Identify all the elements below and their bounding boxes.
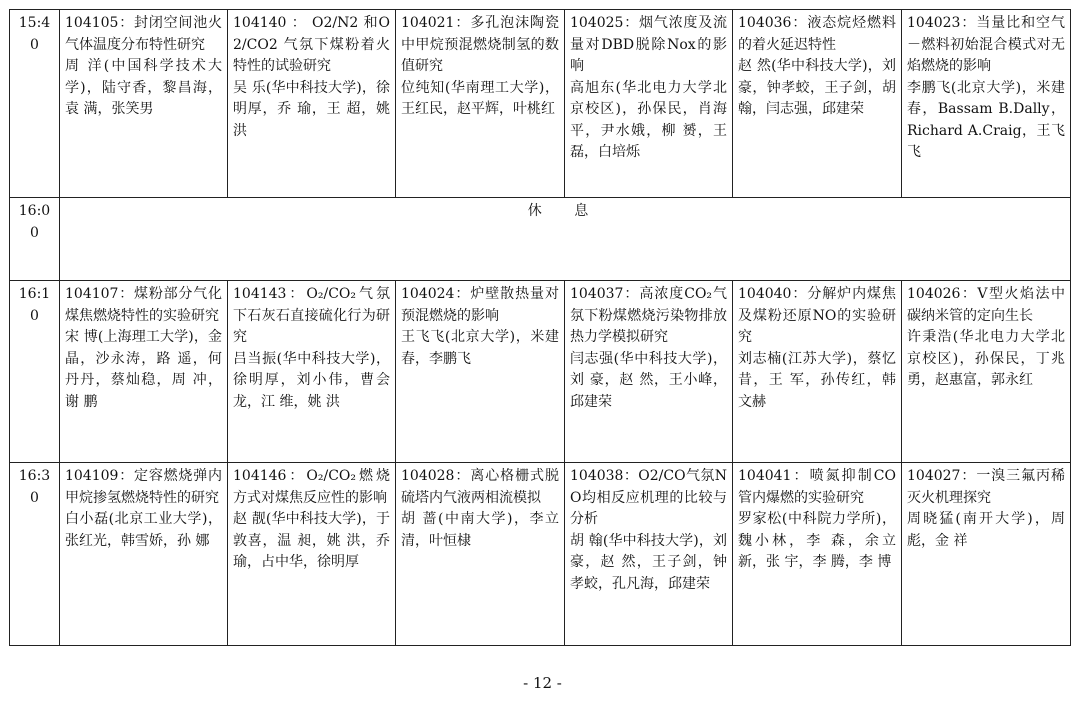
session-cell: [733, 10, 902, 198]
session-cell: [60, 10, 228, 198]
paper-authors: 吴 乐(华中科技大学)，徐明厚，乔 瑜，王 超，姚 洪: [233, 79, 390, 139]
time-cell: 16:10: [10, 281, 60, 463]
session-cell: [733, 463, 902, 646]
session-cell: [902, 463, 1071, 646]
session-cell: [396, 281, 565, 463]
paper-authors: 宋 博(上海理工大学)，金 晶，沙永涛，路 遥，何丹丹，蔡灿稳，周 冲，谢 鹏: [65, 329, 222, 410]
paper-authors: 周 洋(中国科学技术大学)，陆守香，黎昌海，袁 满，张笑男: [65, 58, 222, 117]
time-cell: 16:00: [10, 198, 60, 281]
paper-title: 104021：多孔泡沫陶瓷中甲烷预混燃烧制氢的数值研究: [401, 15, 559, 74]
break-row: [10, 198, 1071, 281]
session-cell: [60, 281, 228, 463]
session-cell: [228, 281, 396, 463]
session-cell: [565, 281, 733, 463]
session-cell: [902, 281, 1071, 463]
paper-title: 104023：当量比和空气－燃料初始混合模式对无焰燃烧的影响: [907, 15, 1065, 74]
paper-authors: 高旭东(华北电力大学北京校区)，孙保民，肖海平，尹水娥，柳 赟，王 磊，白培烁: [570, 79, 727, 160]
session-cell: [396, 10, 565, 198]
paper-title: 104024：炉壁散热量对预混燃烧的影响: [401, 286, 559, 324]
paper-authors: 吕当振(华中科技大学)，徐明厚，刘小伟，曹会龙，江 维，姚 洪: [233, 350, 390, 410]
paper-authors: 周晓猛(南开大学)，周彪，金 祥: [907, 511, 1065, 549]
paper-authors: 胡 蔷(中南大学)，李立清，叶恒棣: [401, 511, 559, 549]
paper-authors: 闫志强(华中科技大学)，刘 豪，赵 然，王小峰，邱建荣: [570, 350, 727, 410]
session-cell: [60, 463, 228, 646]
paper-authors: 赵 然(华中科技大学)，刘 豪，钟孝蛟，王子剑，胡 翰，闫志强，邱建荣: [738, 58, 896, 117]
break-label: 休 息: [60, 198, 1071, 281]
session-cell: [902, 10, 1071, 198]
paper-title: 104146：O₂/CO₂燃烧方式对煤焦反应性的影响: [233, 468, 390, 506]
paper-authors: 赵 靓(华中科技大学)，于敦喜，温 昶，姚 洪，乔 瑜，占中华，徐明厚: [233, 511, 390, 570]
paper-title: 104027：一溴三氟丙稀灭火机理探究: [907, 468, 1065, 506]
paper-title: 104025：烟气浓度及流量对DBD脱除Nox的影响: [570, 15, 727, 74]
paper-title: 104028：离心格栅式脱硫塔内气液两相流模拟: [401, 468, 559, 506]
paper-authors: 李鹏飞(北京大学)，米建春，Bassam B.Dally，Richard A.Craig，王飞飞: [907, 79, 1065, 160]
session-cell: [565, 10, 733, 198]
paper-authors: 许秉浩(华北电力大学北京校区)，孙保民，丁兆勇，赵惠富，郭永红: [907, 329, 1065, 388]
paper-authors: 白小磊(北京工业大学)，张红光，韩雪娇，孙 娜: [65, 511, 222, 549]
time-cell: 16:30: [10, 463, 60, 646]
paper-title: 104036：液态烷烃燃料的着火延迟特性: [738, 15, 896, 53]
paper-authors: 胡 翰(华中科技大学)，刘 豪，赵 然，王子剑，钟孝蛟，孔凡海，邱建荣: [570, 532, 727, 592]
paper-title: 104143：O₂/CO₂气氛下石灰石直接硫化行为研究: [233, 286, 390, 345]
paper-authors: 王飞飞(北京大学)，米建春，李鹏飞: [401, 329, 559, 367]
page-number: - 12 -: [523, 674, 562, 692]
schedule-row: [10, 463, 1071, 646]
paper-title: 104107：煤粉部分气化煤焦燃烧特性的实验研究: [65, 286, 222, 324]
session-cell: [228, 463, 396, 646]
paper-title: 104105：封闭空间池火气体温度分布特性研究: [65, 15, 222, 53]
session-cell: [733, 281, 902, 463]
paper-title: 104037：高浓度CO₂气氛下粉煤燃烧污染物排放热力学模拟研究: [570, 286, 727, 345]
session-cell: [565, 463, 733, 646]
paper-authors: 罗家松(中科院力学所)，魏小林，李 森，余立新，张 宇，李 腾，李 博: [738, 511, 896, 570]
session-cell: [228, 10, 396, 198]
schedule-table: [9, 9, 1071, 646]
paper-title: 104026：V型火焰法中碳纳米管的定向生长: [907, 286, 1065, 324]
paper-title: 104109：定容燃烧弹内甲烷掺氢燃烧特性的研究: [65, 468, 222, 506]
paper-authors: 刘志楠(江苏大学)，蔡忆昔，王 军，孙传红，韩文赫: [738, 350, 896, 410]
session-cell: [396, 463, 565, 646]
paper-title: 104040：分解炉内煤焦及煤粉还原NO的实验研究: [738, 286, 896, 345]
schedule-row: [10, 281, 1071, 463]
schedule-row: [10, 10, 1071, 198]
paper-title: 104038：O2/CO气氛NO均相反应机理的比较与分析: [570, 468, 727, 527]
paper-authors: 位纯知(华南理工大学)，王红民，赵平辉，叶桃红: [401, 79, 559, 117]
paper-title: 104140 ： O2/N2 和O2/CO2 气氛下煤粉着火特性的试验研究: [233, 15, 390, 74]
time-cell: 15:40: [10, 10, 60, 198]
paper-title: 104041：喷氮抑制CO管内爆燃的实验研究: [738, 468, 896, 506]
